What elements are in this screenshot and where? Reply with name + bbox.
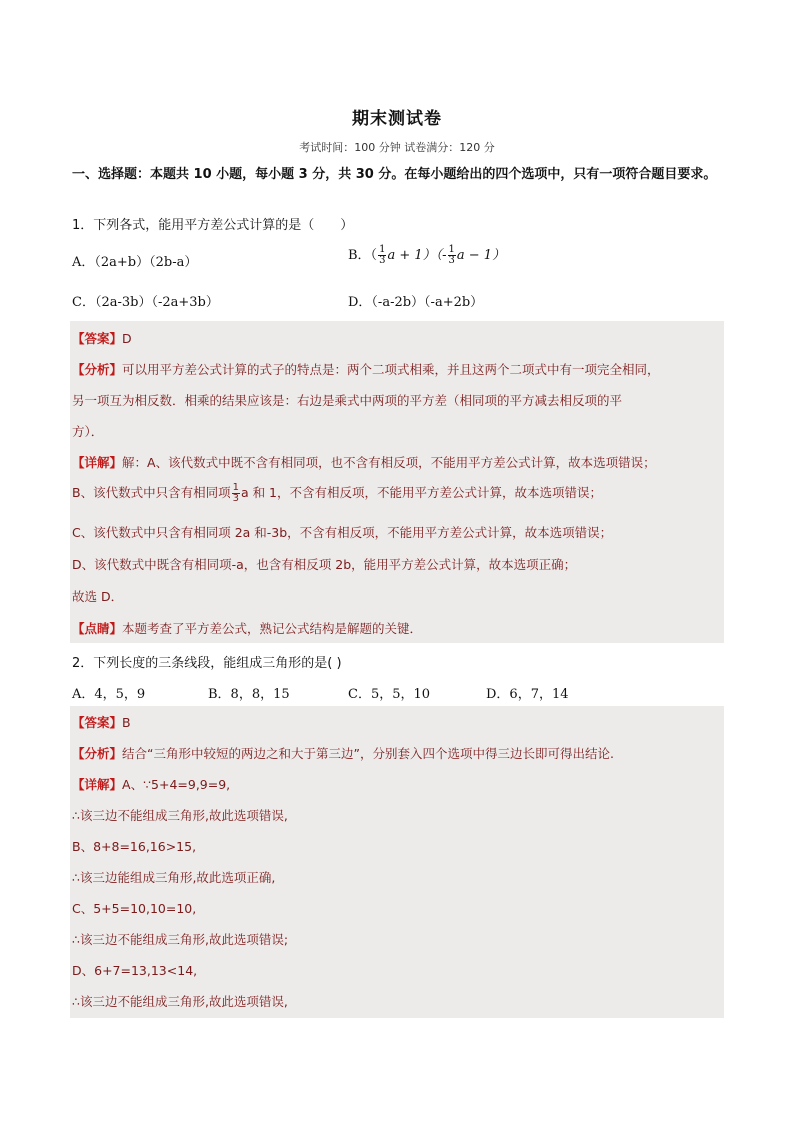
q1-detail-line-1: [72, 453, 656, 471]
analysis-tag: 【分析】: [72, 746, 123, 761]
fraction-denominator: 3: [232, 493, 239, 504]
detail-text: A、∵5+4=9,9=9,: [122, 777, 231, 792]
q1-option-b-end: a − 1）: [456, 248, 506, 263]
fraction-numerator: 1: [379, 244, 386, 255]
comment-text: 本题考查了平方差公式，熟记公式结构是解题的关键．: [122, 621, 423, 636]
q1-analysis-line-1: [72, 360, 660, 378]
analysis-text: 结合“三角形中较短的两边之和大于第三边”，分别套入四个选项中得三边长即可得出结论.: [122, 746, 614, 761]
q1-detail-line-4: D、该代数式中既含有相同项-a，也含有相反项 2b，能用平方差公式计算，故本选项正确；: [72, 557, 577, 572]
q2-detail-line-4: ∴该三边能组成三角形,故此选项正确,: [72, 870, 276, 885]
analysis-text: 可以用平方差公式计算的式子的特点是：两个二项式相乘，并且这两个二项式中有一项完全相同，: [122, 362, 660, 377]
q1-analysis-line-3: 方）．: [72, 424, 104, 439]
answer-tag: 【答案】: [72, 331, 123, 346]
q2-answer-box: [70, 706, 724, 1018]
analysis-tag: 【分析】: [72, 362, 123, 377]
q2-answer: [72, 713, 131, 731]
question-1-stem: 1．下列各式，能用平方差公式计算的是（ ）: [72, 218, 354, 233]
q2-analysis: [72, 744, 614, 762]
answer-tag: 【答案】: [72, 715, 123, 730]
q2-option-b: B．8，8，15: [208, 687, 290, 702]
fraction-denominator: 3: [379, 255, 386, 266]
q2-option-a: A．4，5，9: [72, 687, 146, 702]
q1-option-b: [348, 244, 505, 266]
fraction-denominator: 3: [448, 255, 455, 266]
q1-option-d: D．（-a-2b）（-a+2b）: [348, 295, 484, 310]
q1-answer-box: [70, 321, 724, 643]
q1-detail-line-3: C、该代数式中只含有相同项 2a 和-3b，不含有相反项，不能用平方差公式计算，故本选项错误；: [72, 525, 613, 540]
detail-2a: B、该代数式中只含有相同项: [72, 485, 231, 500]
q2-detail-line-1: [72, 775, 230, 793]
fraction: [448, 245, 456, 266]
q2-detail-line-6: ∴该三边不能组成三角形,故此选项错误;: [72, 932, 289, 947]
q1-option-b-prefix: B．（: [348, 248, 378, 263]
q1-option-c: C．（2a-3b）（-2a+3b）: [72, 295, 219, 310]
fraction-numerator: 1: [448, 244, 455, 255]
q2-detail-line-8: ∴该三边不能组成三角形,故此选项错误,: [72, 994, 288, 1009]
answer-value: D: [122, 331, 132, 346]
q2-detail-line-2: ∴该三边不能组成三角形,故此选项错误,: [72, 808, 288, 823]
detail-text: 解：A、该代数式中既不含有相同项，也不含有相反项，不能用平方差公式计算，故本选项错误；: [122, 455, 656, 470]
answer-value: B: [122, 715, 131, 730]
page-title: 期末测试卷: [352, 109, 442, 129]
question-2-stem: 2．下列长度的三条线段，能组成三角形的是( ): [72, 656, 342, 671]
q2-option-d: D．6，7，14: [486, 687, 569, 702]
q1-analysis-line-2: 另一项互为相反数．相乘的结果应该是：右边是乘式中两项的平方差（相同项的平方减去相反项的平: [72, 393, 623, 408]
section-heading: 一、选择题：本题共 10 小题，每小题 3 分，共 30 分。在每小题给出的四个选项中，只有一项符合题目要求。: [72, 167, 717, 182]
detail-tag: 【详解】: [72, 777, 123, 792]
detail-2b: a 和 1，不含有相反项，不能用平方差公式计算，故本选项错误；: [240, 485, 603, 500]
q1-option-a: A．（2a+b）（2b-a）: [72, 255, 198, 270]
q1-detail-line-2: [72, 483, 602, 504]
exam-info: 考试时间：100 分钟 试卷满分：120 分: [299, 141, 495, 154]
fraction: [378, 245, 386, 266]
q2-detail-line-3: B、8+8=16,16>15,: [72, 839, 197, 854]
q1-option-b-mid: a + 1）（-: [387, 248, 447, 263]
q1-detail-line-5: 故选 D．: [72, 589, 124, 604]
detail-tag: 【详解】: [72, 455, 123, 470]
q2-detail-line-5: C、5+5=10,10=10,: [72, 901, 197, 916]
q2-option-c: C．5，5，10: [348, 687, 431, 702]
q1-comment: [72, 619, 422, 637]
fraction: [232, 483, 240, 504]
q2-detail-line-7: D、6+7=13,13<14,: [72, 963, 198, 978]
comment-tag: 【点睛】: [72, 621, 123, 636]
q1-answer: [72, 329, 132, 347]
fraction-numerator: 1: [232, 482, 239, 493]
